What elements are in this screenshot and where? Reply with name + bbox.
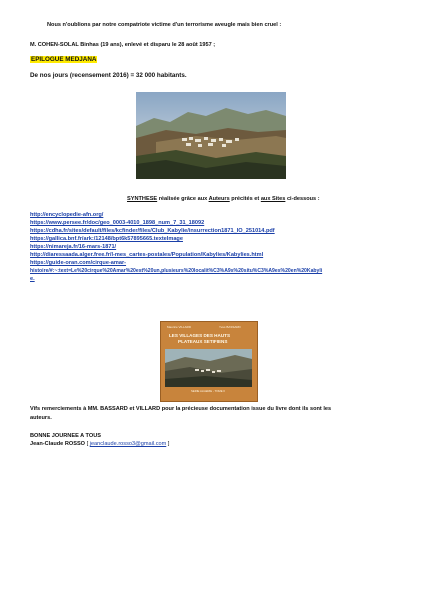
thanks-line-1: Vifs remerciements à MM. BASSARD et VILLARD pour la précieuse documentation issue du livre dont ils sont les (30, 406, 332, 412)
book-cover-photo (165, 349, 252, 387)
link-gallica[interactable]: https://gallica.bnf.fr/ark:/12148/bpt6k57895665.texteImage (30, 236, 183, 242)
link-nimareja[interactable]: https://nimareja.fr/16-mars-1871/ (30, 244, 117, 250)
link-guide-oran-end[interactable]: e. (30, 276, 35, 282)
link-encyclopedie[interactable]: http://encyclopedie-afn.org/ (30, 212, 104, 218)
link-cdha[interactable]: https://cdha.fr/sites/default/files/kcfinder/files/Club_Kabylie/insurrection1871_IO_251014.pdf (30, 228, 275, 234)
link-diaressaada[interactable]: http://diaressaada.alger.free.fr/l-mes_cartes-postales/Population/Kabylies/Kabylies.html (30, 252, 264, 258)
book-title-line-1: LES VILLAGES DES HAUTS (169, 333, 231, 338)
epilogue-title: EPILOGUE MEDJANA (31, 56, 97, 63)
link-guide-oran-cont[interactable]: histoire/#:~:text=Le%20cirque%20Amar%20est%20un,plusieurs%20localit%C3%A9s%20situ%C3%A9es%20en%20Kabyli (30, 268, 323, 274)
synthese-line: SYNTHESE réalisée grâce aux Auteurs précités et aux Sites ci-dessous : (127, 196, 320, 202)
signature-email[interactable]: jeanclaude.rosso3@gmail.com (89, 441, 167, 447)
book-author-2: Yves BASSARD (219, 325, 241, 329)
closing-greeting: BONNE JOURNEE A TOUS (30, 433, 101, 439)
medjana-landscape-photo (136, 92, 286, 179)
census-line: De nos jours (recensement 2016) = 32 000 habitants. (30, 72, 187, 79)
signature-name: Jean-Claude ROSSO (30, 441, 86, 447)
book-title-line-2: PLATEAUX SETIFIENS (178, 339, 228, 344)
signature: Jean-Claude ROSSO [ jeanclaude.rosso3@gmail.com ] (30, 441, 170, 447)
book-volume: SERIE ALGERIE - TOME II (191, 389, 225, 393)
book-author-1: Maurice VILLARD (167, 325, 192, 329)
thanks-line-2: auteurs. (30, 415, 52, 421)
book-cover (160, 321, 258, 402)
victim-line: M. COHEN-SOLAL Binhas (19 ans), enlevé et disparu le 28 août 1957 ; (30, 42, 216, 48)
link-guide-oran[interactable]: https://guide-oran.com/cirque-amar- (30, 260, 127, 266)
header-note: Nous n'oublions par notre compatriote victime d'un terrorisme aveugle mais bien cruel : (47, 22, 282, 28)
link-persee[interactable]: https://www.persee.fr/doc/geo_0003-4010_1898_num_7_31_18092 (30, 220, 205, 226)
